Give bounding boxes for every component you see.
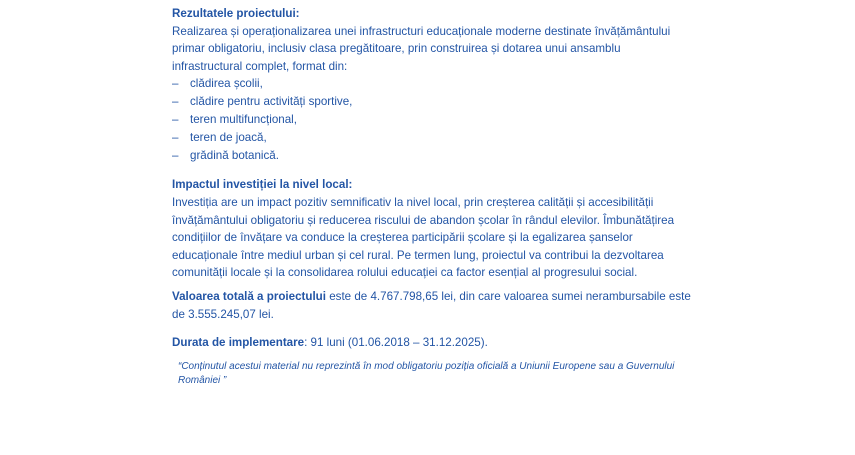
results-list xyxy=(172,75,692,164)
dash-bullet: – xyxy=(172,77,179,91)
dash-bullet: – xyxy=(172,130,179,144)
list-item xyxy=(172,93,692,111)
list-item-text: teren de joacă, xyxy=(190,130,267,144)
section-local-impact xyxy=(172,176,692,282)
list-item xyxy=(172,75,692,93)
total-value-label: Valoarea totală a proiectului xyxy=(172,289,326,303)
results-heading: Rezultatele proiectului: xyxy=(172,7,300,20)
list-item-text: clădirea școlii, xyxy=(190,77,263,91)
section-project-results xyxy=(172,5,692,164)
total-value-paragraph xyxy=(172,288,692,323)
dash-bullet: – xyxy=(172,95,179,109)
duration-paragraph xyxy=(172,334,692,352)
duration-text: : 91 luni (01.06.2018 – 31.12.2025). xyxy=(304,336,488,350)
impact-body: Investiția are un impact pozitiv semnificativ la nivel local, prin creșterea calității și accesibilității învățământului obligatoriu și reducerea riscului de abandon școlar în rândul elevilor. Îmbunătățirea condițiilor de învățare va conduce la creșterea participării școlare și la egalizarea șanselor educaționale între mediul urban și cel rural. Pe termen lung, proiectul va contribui la dezvoltarea comunității locale și la consolidarea rolului educației ca factor esențial al progresului social. xyxy=(172,195,675,280)
section-disclaimer xyxy=(172,360,692,388)
dash-bullet: – xyxy=(172,112,179,126)
section-implementation-duration xyxy=(172,334,692,352)
list-item-text: clădire pentru activități sportive, xyxy=(190,95,353,109)
impact-heading: Impactul investiției la nivel local: xyxy=(172,178,353,192)
disclaimer-quote: “Conținutul acestui material nu reprezintă în mod obligatoriu poziția oficială a Uniunii Europene sau a Guvernului României ” xyxy=(178,360,675,386)
dash-bullet: – xyxy=(172,148,179,162)
list-item xyxy=(172,129,692,147)
document-content xyxy=(172,5,692,388)
total-value-text: este de 4.767.798,65 lei, din care valoarea sumei nerambursabile este de 3.555.245,07 lei. xyxy=(172,289,691,321)
list-item-text: grădină botanică. xyxy=(190,148,279,162)
list-item-text: teren multifuncțional, xyxy=(190,112,297,126)
duration-label: Durata de implementare xyxy=(172,336,305,350)
list-item xyxy=(172,147,692,165)
results-intro: Realizarea și operaționalizarea unei infrastructuri educaționale moderne destinate învățământului primar obligatoriu, inclusiv clasa pregătitoare, prin construirea și dotarea unui ansamblu infrastructural complet, format din: xyxy=(172,24,671,73)
list-item xyxy=(172,111,692,129)
section-total-value xyxy=(172,288,692,323)
